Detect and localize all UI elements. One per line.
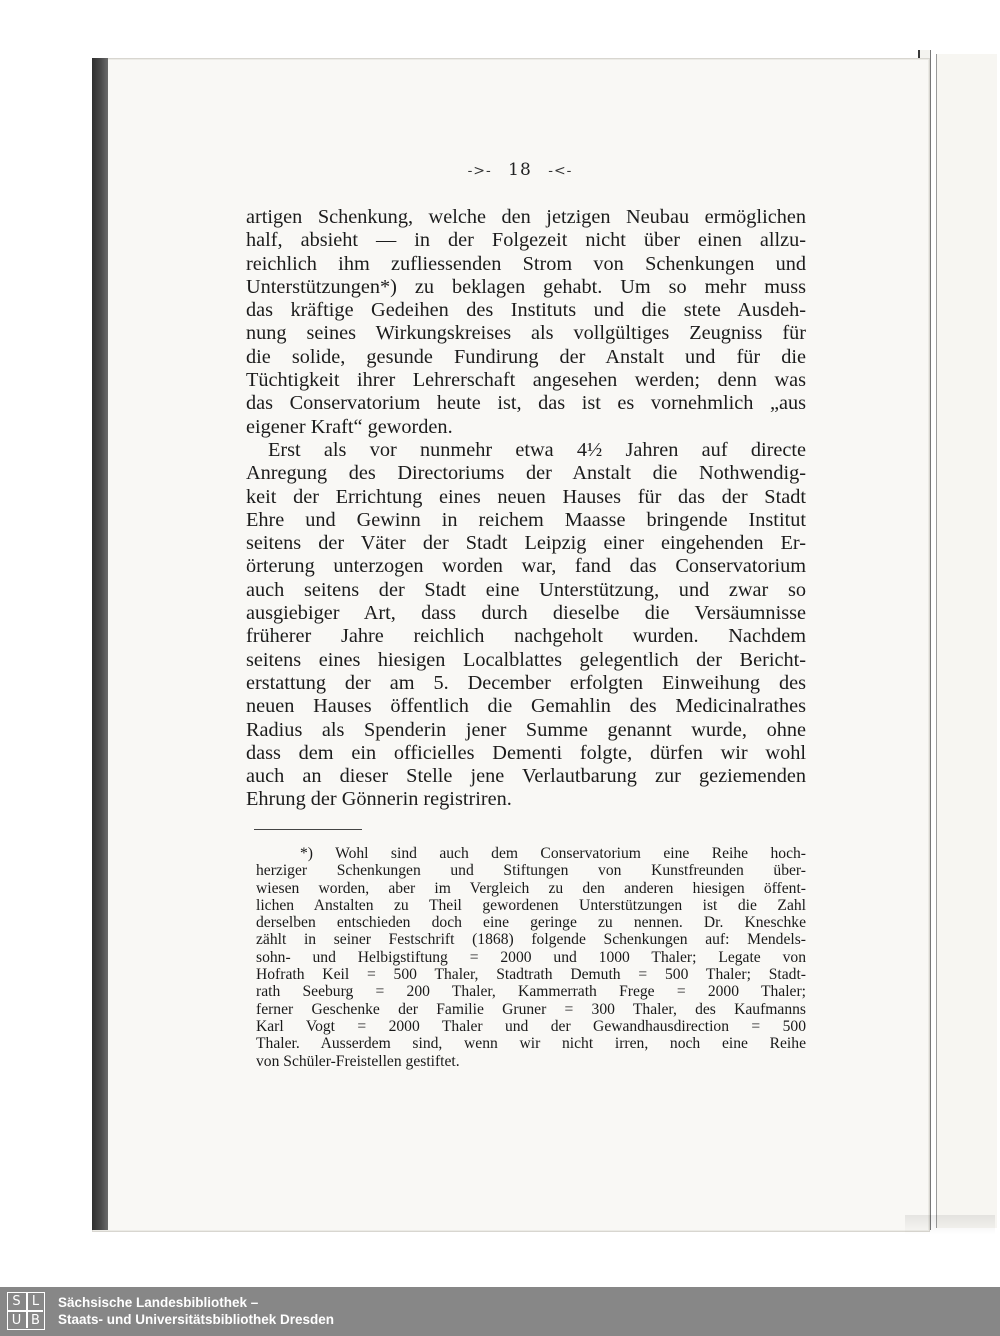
body-line: das Conservatorium heute ist, das ist es vornehmlich „aus	[246, 392, 806, 415]
body-line: früherer Jahre reichlich nachgeholt wurden. Nachdem	[246, 625, 806, 648]
footnote-line: sohn- und Helbigstiftung = 2000 und 1000 Thaler; Legate von	[256, 948, 806, 966]
footnote-line: rath Seeburg = 200 Thaler, Kammerrath Frege = 2000 Thaler;	[256, 983, 806, 1001]
footnote-line: ferner Geschenke der Familie Gruner = 300 Thaler, des Kaufmanns	[256, 1000, 806, 1018]
ornament-right-icon: -<-	[548, 163, 573, 179]
body-line: Ehre und Gewinn in reichem Maasse bringende Institut	[246, 508, 806, 531]
body-line: erstattung der am 5. December erfolgten Einweihung des	[246, 671, 806, 694]
library-footer	[0, 1287, 1000, 1336]
logo-letter: S	[12, 1294, 21, 1309]
body-line: Unterstützungen*) zu beklagen gehabt. Um so mehr muss	[246, 275, 806, 298]
footnote-line: herziger Schenkungen und Stiftungen von Kunstfreunden über-	[256, 862, 806, 880]
footnote-line: Thaler. Ausserdem sind, wenn wir nicht irren, noch eine Reihe	[256, 1035, 806, 1053]
logo-letter: L	[31, 1294, 40, 1309]
footnote-divider	[254, 829, 362, 830]
library-name[interactable]	[58, 1295, 334, 1328]
body-line: keit der Errichtung eines neuen Hauses für das der Stadt	[246, 485, 806, 508]
slub-logo-icon[interactable]	[7, 1292, 45, 1330]
page-corner-shadow	[905, 1215, 995, 1235]
body-line: örterung unterzogen worden war, fand das Conservatorium	[246, 555, 806, 578]
footnote-line: wiesen worden, aber im Vergleich zu den anderen hiesigen öffent-	[256, 879, 806, 897]
body-line: neuen Hauses öffentlich die Gemahlin des Medicinalrathes	[246, 695, 806, 718]
footnote	[256, 845, 806, 1070]
footnote-line: derselben entschieden doch eine geringe zu nennen. Dr. Kneschke	[256, 914, 806, 932]
body-line: eigener Kraft“ geworden.	[246, 415, 453, 438]
body-line: seitens eines hiesigen Localblattes gelegentlich der Bericht-	[246, 648, 806, 671]
body-line: ausgiebiger Art, dass durch dieselbe die Versäumnisse	[246, 602, 806, 625]
footnote-line: von Schüler-Freistellen gestiftet.	[256, 1052, 460, 1070]
body-line: Erst als vor nunmehr etwa 4½ Jahren auf directe	[268, 438, 806, 461]
page-number: 18	[508, 160, 532, 180]
logo-letter: U	[11, 1313, 22, 1328]
body-line: nung seines Wirkungskreises als vollgültiges Zeugniss für	[246, 322, 806, 345]
ornament-left-icon: ->-	[467, 163, 492, 179]
next-page-edge	[936, 54, 997, 1228]
library-name-line1: Sächsische Landesbibliothek –	[58, 1295, 259, 1310]
body-line: half, absieht — in der Folgezeit nicht über einen allzu-	[246, 229, 806, 252]
body-line: dass dem ein officielles Dementi folgte, dürfen wir wohl	[246, 741, 806, 764]
page-number-header	[440, 160, 600, 180]
book-spine	[92, 58, 108, 1230]
body-line: auch an dieser Stelle jene Verlautbarung zur geziemenden	[246, 765, 806, 788]
body-line: artigen Schenkung, welche den jetzigen Neubau ermöglichen	[246, 206, 806, 228]
body-line: Ehrung der Gönnerin registriren.	[246, 788, 512, 811]
body-line: die solide, gesunde Fundirung der Anstalt und für die	[246, 345, 806, 368]
footnote-line: zählt in seiner Festschrift (1868) folgende Schenkungen auf: Mendels-	[256, 931, 806, 949]
logo-letter: B	[31, 1313, 40, 1328]
body-line: reichlich ihm zufliessenden Strom von Schenkungen und	[246, 252, 806, 275]
library-name-line2: Staats- und Universitätsbibliothek Dresden	[58, 1311, 335, 1327]
body-line: auch seitens der Stadt eine Unterstützung, und zwar so	[246, 578, 806, 601]
footnote-line: Hofrath Keil = 500 Thaler, Stadtrath Demuth = 500 Thaler; Stadt-	[256, 966, 806, 984]
body-line: Radius als Spenderin jener Summe genannt wurde, ohne	[246, 718, 806, 741]
body-line: Tüchtigkeit ihrer Lehrerschaft angesehen werden; denn was	[246, 369, 806, 392]
footnote-line: Karl Vogt = 2000 Thaler und der Gewandhausdirection = 500	[256, 1017, 806, 1035]
body-line: das kräftige Gedeihen des Instituts und die stete Ausdeh-	[246, 299, 806, 322]
footnote-line: *) Wohl sind auch dem Conservatorium eine Reihe hoch-	[300, 845, 806, 862]
body-line: Anregung des Directoriums der Anstalt die Nothwendig-	[246, 462, 806, 485]
body-text	[246, 206, 806, 812]
footnote-line: lichen Anstalten zu Theil gewordenen Unterstützungen ist die Zahl	[256, 896, 806, 914]
body-line: seitens der Väter der Stadt Leipzig einer eingehenden Er-	[246, 532, 806, 555]
